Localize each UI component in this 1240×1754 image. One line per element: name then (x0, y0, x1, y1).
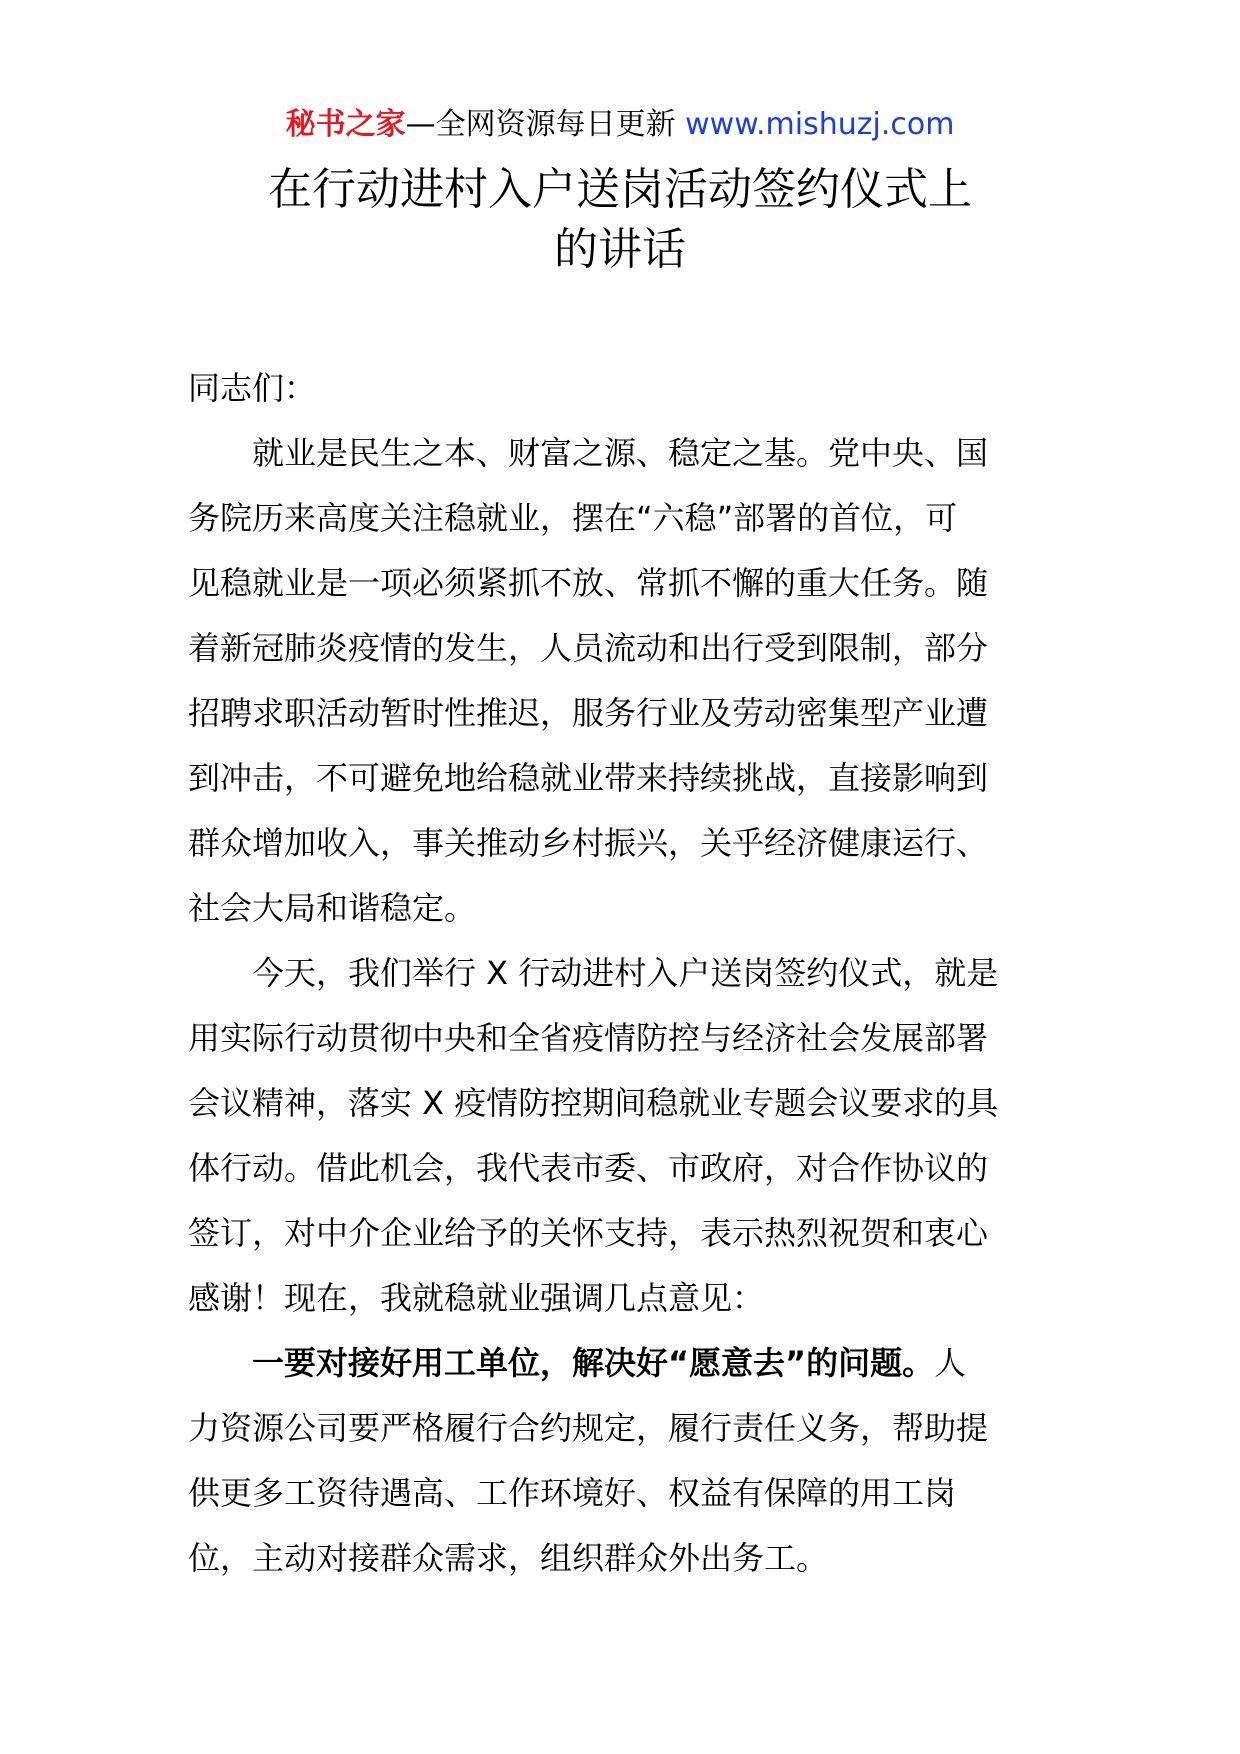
text-line: 位，主动对接群众需求，组织群众外出务工。 (188, 1539, 829, 1577)
text-line: 就业是民生之本、财富之源、稳定之基。党中央、国 (188, 434, 989, 472)
brand-name: 秘书之家 (285, 107, 406, 142)
salutation: 同志们： (188, 369, 317, 407)
text-line: 感谢！现在，我就稳就业强调几点意见： (188, 1279, 765, 1317)
text-line: 签订，对中介企业给予的关怀支持，表示热烈祝贺和衷心 (188, 1214, 989, 1252)
text-fragment: 人 (934, 1344, 967, 1382)
text-line: 着新冠肺炎疫情的发生，人员流动和出行受到限制，部分 (188, 629, 989, 667)
paragraph-1 (188, 421, 1068, 941)
section-heading: 一要对接好用工单位，解决好“愿意去”的问题。 (188, 1344, 935, 1382)
site-url-link[interactable]: www.mishuzj.com (685, 107, 955, 142)
text-line: 今天，我们举行 X 行动进村入户送岗签约仪式，就是 (188, 954, 999, 992)
text-line: 社会大局和谐稳定。 (188, 889, 477, 927)
title-line-1: 在行动进村入户送岗活动签约仪式上 (268, 164, 972, 215)
paragraph-3 (188, 1331, 1068, 1591)
text-line: 会议精神，落实 X 疫情防控期间稳就业专题会议要求的具 (188, 1084, 999, 1122)
text-line: 力资源公司要严格履行合约规定，履行责任义务，帮助提 (188, 1409, 989, 1447)
text-line: 体行动。借此机会，我代表市委、市政府，对合作协议的 (188, 1149, 989, 1187)
text-line: 务院历来高度关注稳就业，摆在“六稳”部署的首位，可 (188, 499, 958, 537)
document-body (188, 356, 1068, 1591)
text-line: 见稳就业是一项必须紧抓不放、常抓不懈的重大任务。随 (188, 564, 989, 602)
text-line: 招聘求职活动暂时性推迟，服务行业及劳动密集型产业遭 (188, 694, 989, 732)
text-line (188, 1331, 1068, 1396)
paragraph-2 (188, 941, 1068, 1331)
header-tagline: —全网资源每日更新 (405, 107, 676, 142)
document-title (0, 160, 1240, 280)
text-line: 群众增加收入，事关推动乡村振兴，关乎经济健康运行、 (188, 824, 989, 862)
text-line: 用实际行动贯彻中央和全省疫情防控与经济社会发展部署 (188, 1019, 989, 1057)
site-header (0, 100, 1240, 150)
title-line-2: 的讲话 (554, 224, 686, 275)
text-line: 供更多工资待遇高、工作环境好、权益有保障的用工岗 (188, 1474, 957, 1512)
text-line: 到冲击，不可避免地给稳就业带来持续挑战，直接影响到 (188, 759, 989, 797)
